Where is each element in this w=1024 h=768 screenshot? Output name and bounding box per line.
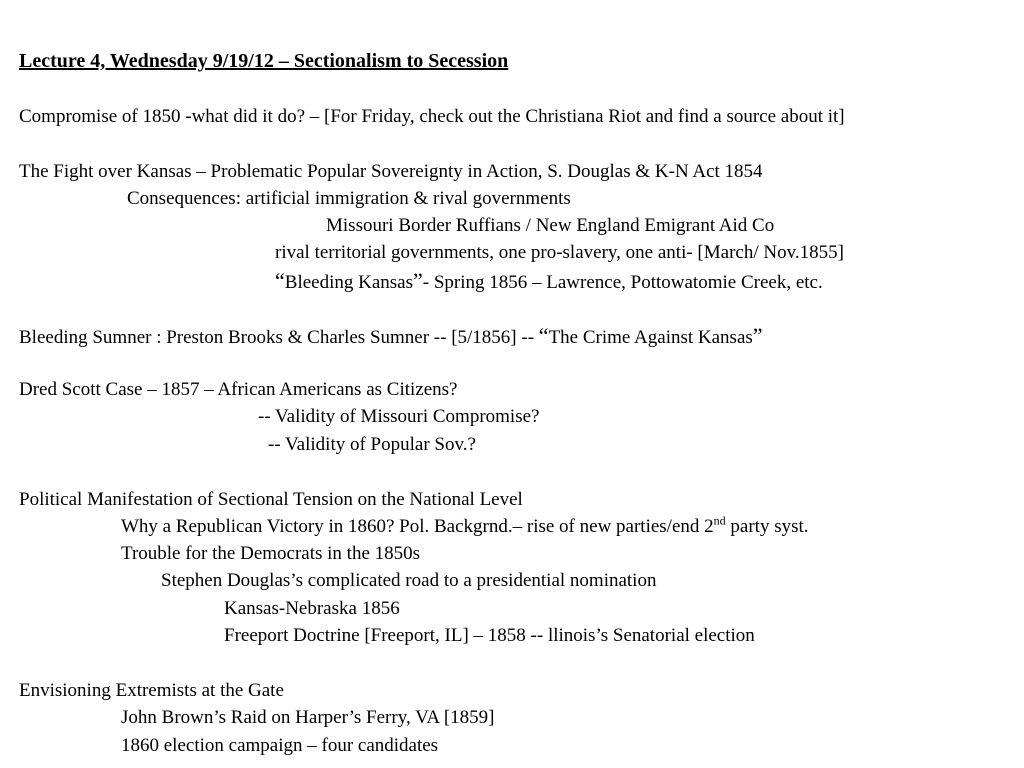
bleeding-sumner-text: Bleeding Sumner : Preston Brooks & Charles Sumner -- [5/1856] -- <box>19 327 539 348</box>
note-douglas-road: Stephen Douglas’s complicated road to a presidential nomination <box>161 570 657 591</box>
note-compromise-1850: Compromise of 1850 -what did it do? – [For Friday, check out the Christiana Riot and find a source about it] <box>19 106 845 127</box>
note-john-brown: John Brown’s Raid on Harper’s Ferry, VA [1859] <box>121 707 495 728</box>
note-trouble-democrats: Trouble for the Democrats in the 1850s <box>121 543 421 564</box>
note-fight-over-kansas: The Fight over Kansas – Problematic Popular Sovereignty in Action, S. Douglas & K-N Act 1854 <box>19 161 763 182</box>
bleeding-kansas-detail: - Spring 1856 – Lawrence, Pottowatomie Creek, etc. <box>422 272 823 293</box>
note-extremists: Envisioning Extremists at the Gate <box>19 680 284 701</box>
note-border-ruffians: Missouri Border Ruffians / New England Emigrant Aid Co <box>326 215 775 236</box>
note-bleeding-kansas <box>275 270 823 294</box>
note-political-manifestation: Political Manifestation of Sectional Tension on the National Level <box>19 489 523 510</box>
note-missouri-validity: -- Validity of Missouri Compromise? <box>258 406 540 427</box>
crime-against-kansas-title: The Crime Against Kansas <box>548 327 753 348</box>
bleeding-kansas-term: Bleeding Kansas <box>284 272 413 293</box>
note-kansas-nebraska-1856: Kansas-Nebraska 1856 <box>224 598 400 619</box>
note-dred-scott: Dred Scott Case – 1857 – African Americans as Citizens? <box>19 379 458 400</box>
close-quote: ” <box>752 323 763 348</box>
note-popsov-validity: -- Validity of Popular Sov.? <box>268 434 476 455</box>
republican-text: Why a Republican Victory in 1860? Pol. Backgrnd.– rise of new parties/end 2 <box>121 516 714 537</box>
open-quote: “ <box>275 268 285 293</box>
note-election-campaign: 1860 election campaign – four candidates <box>121 735 439 756</box>
ordinal-suffix: nd <box>713 513 726 528</box>
note-rival-governments: rival territorial governments, one pro-slavery, one anti- [March/ Nov.1855] <box>275 242 844 263</box>
note-consequences: Consequences: artificial immigration & rival governments <box>127 188 571 209</box>
note-freeport-doctrine: Freeport Doctrine [Freeport, IL] – 1858 -- llinois’s Senatorial election <box>224 625 755 646</box>
republican-text-end: party syst. <box>725 516 809 537</box>
open-quote: “ <box>538 323 549 348</box>
page-title: Lecture 4, Wednesday 9/19/12 – Sectionalism to Secession <box>19 50 509 72</box>
note-bleeding-sumner <box>19 325 763 349</box>
close-quote: ” <box>413 268 423 293</box>
note-republican-victory <box>121 513 809 538</box>
